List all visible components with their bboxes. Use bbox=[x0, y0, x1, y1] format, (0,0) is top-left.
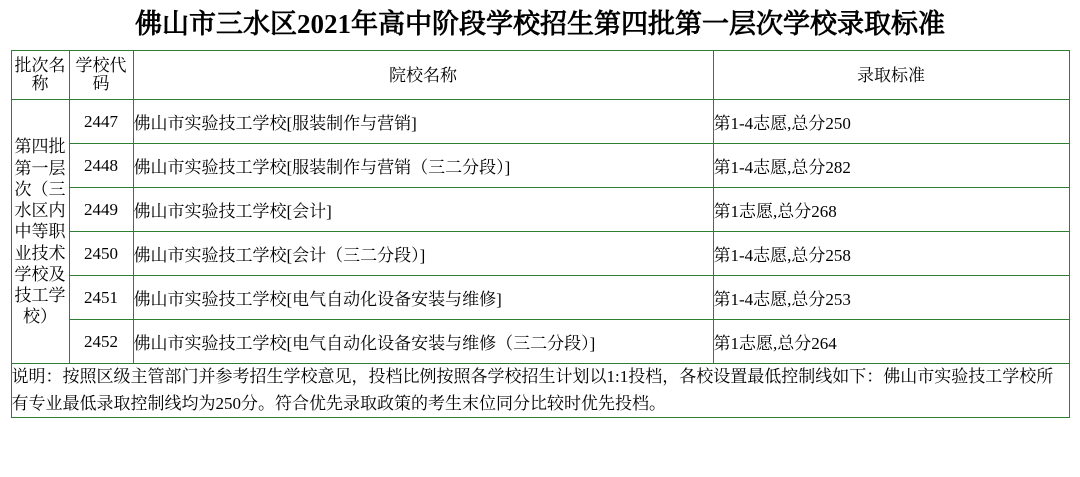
column-header-code: 学校代码 bbox=[69, 51, 133, 100]
table-row bbox=[11, 100, 1069, 144]
table-header bbox=[11, 51, 1069, 100]
school-code: 2448 bbox=[69, 144, 133, 188]
table-note bbox=[11, 364, 1069, 418]
table-row bbox=[11, 232, 1069, 276]
school-name: 佛山市实验技工学校[会计（三二分段）] bbox=[133, 232, 713, 276]
admission-standards-table bbox=[11, 50, 1070, 418]
table-row bbox=[11, 144, 1069, 188]
table-row bbox=[11, 188, 1069, 232]
school-code: 2450 bbox=[69, 232, 133, 276]
column-header-standard: 录取标准 bbox=[713, 51, 1069, 100]
table-row bbox=[11, 320, 1069, 364]
school-code: 2452 bbox=[69, 320, 133, 364]
school-name: 佛山市实验技工学校[电气自动化设备安装与维修（三二分段）] bbox=[133, 320, 713, 364]
admission-standard: 第1志愿,总分268 bbox=[713, 188, 1069, 232]
admission-standard: 第1-4志愿,总分250 bbox=[713, 100, 1069, 144]
table-header-row bbox=[11, 51, 1069, 100]
table-note-row bbox=[11, 364, 1069, 418]
school-name: 佛山市实验技工学校[会计] bbox=[133, 188, 713, 232]
table-row bbox=[11, 276, 1069, 320]
admission-standard: 第1-4志愿,总分282 bbox=[713, 144, 1069, 188]
page-title: 佛山市三水区2021年高中阶段学校招生第四批第一层次学校录取标准 bbox=[135, 9, 945, 39]
school-code: 2451 bbox=[69, 276, 133, 320]
school-code: 2447 bbox=[69, 100, 133, 144]
school-name: 佛山市实验技工学校[服装制作与营销] bbox=[133, 100, 713, 144]
table-body bbox=[11, 100, 1069, 418]
column-header-batch: 批次名称 bbox=[11, 51, 69, 100]
admission-standard: 第1-4志愿,总分253 bbox=[713, 276, 1069, 320]
admission-standard: 第1-4志愿,总分258 bbox=[713, 232, 1069, 276]
school-name: 佛山市实验技工学校[服装制作与营销（三二分段）] bbox=[133, 144, 713, 188]
admission-standard: 第1志愿,总分264 bbox=[713, 320, 1069, 364]
school-code: 2449 bbox=[69, 188, 133, 232]
batch-name-cell: 第四批第一层次（三水区内中等职业技术学校及技工学校） bbox=[11, 100, 69, 364]
school-name: 佛山市实验技工学校[电气自动化设备安装与维修] bbox=[133, 276, 713, 320]
column-header-school: 院校名称 bbox=[133, 51, 713, 100]
table-note-text: 说明：按照区级主管部门并参考招生学校意见，投档比例按照各学校招生计划以1:1投档，各校设置最低控制线如下：佛山市实验技工学校所有专业最低录取控制线均为250分。符合优先录取政策的考生末位同分比较时优先投档。 bbox=[11, 367, 1054, 413]
